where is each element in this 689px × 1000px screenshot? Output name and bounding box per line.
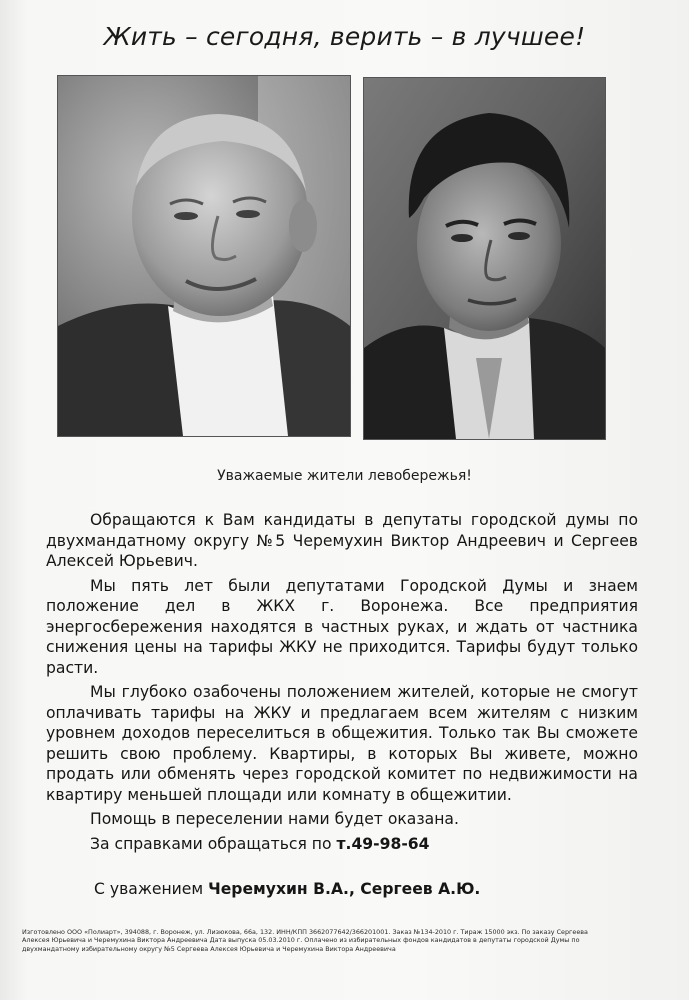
letter-paragraph: Мы пять лет были депутатами Городской Думы и знаем положение дел в ЖКХ г. Воронежа. Все предприятия энергосбережения находятся в частных руках, и ждать от частника снижения цены на тарифы ЖКУ не приходится. Тарифы будут только расти. (46, 576, 638, 677)
left-portrait-photo (57, 75, 351, 437)
print-imprint (22, 928, 662, 953)
letter-paragraph: Помощь в переселении нами будет оказана. (90, 810, 459, 828)
signoff (94, 880, 480, 898)
letter-body (46, 510, 638, 854)
greeting: Уважаемые жители левобережья! (217, 468, 472, 484)
letter-paragraph: Обращаются к Вам кандидаты в депутаты городской думы по двухмандатному округу №5 Черемухин Виктор Андреевич и Сергеев Алексей Юрьевич. (46, 511, 638, 570)
signoff-names: Черемухин В.А., Сергеев А.Ю. (208, 880, 481, 898)
imprint-line: Алексея Юрьевича и Черемухина Виктора Андреевича Дата выпуска 05.03.2010 г. Оплачено из избирательных фондов кандидатов в депутаты городской Думы по (22, 936, 580, 945)
contact-phone: т.49-98-64 (336, 834, 430, 853)
contact-line (46, 834, 638, 855)
right-portrait-photo (363, 77, 606, 440)
contact-prefix: За справками обращаться по (90, 834, 332, 853)
imprint-line: Изготовлено ООО «Полиарт», 394088, г. Воронеж, ул. Лизюкова, 66а, 132. ИНН/КПП 3662077642/366201001. Заказ №134-2010 г. Тираж 15000 экз. По заказу Сергеева (22, 928, 588, 936)
imprint-line: двухмандатному избирательному округу №5 Сергеева Алексея Юрьевича и Черемухина Виктора Андреевича (22, 944, 396, 953)
portrait-photo-icon (364, 78, 605, 439)
portrait-photo-icon (58, 76, 350, 436)
page-title: Жить – сегодня, верить – в лучшее! (103, 22, 586, 51)
signoff-prefix: С уважением (94, 880, 204, 898)
letter-paragraph: Мы глубоко озабочены положением жителей, которые не смогут оплачивать тарифы на ЖКУ и предлагаем всем жителям с низким уровнем доходов переселиться в общежития. Только так Вы сможете решить свою проблему. Квартиры, в которых Вы живете, можно продать или обменять через городской комитет по недвижимости на квартиру меньшей площади или комнату в общежитии. (46, 683, 638, 804)
